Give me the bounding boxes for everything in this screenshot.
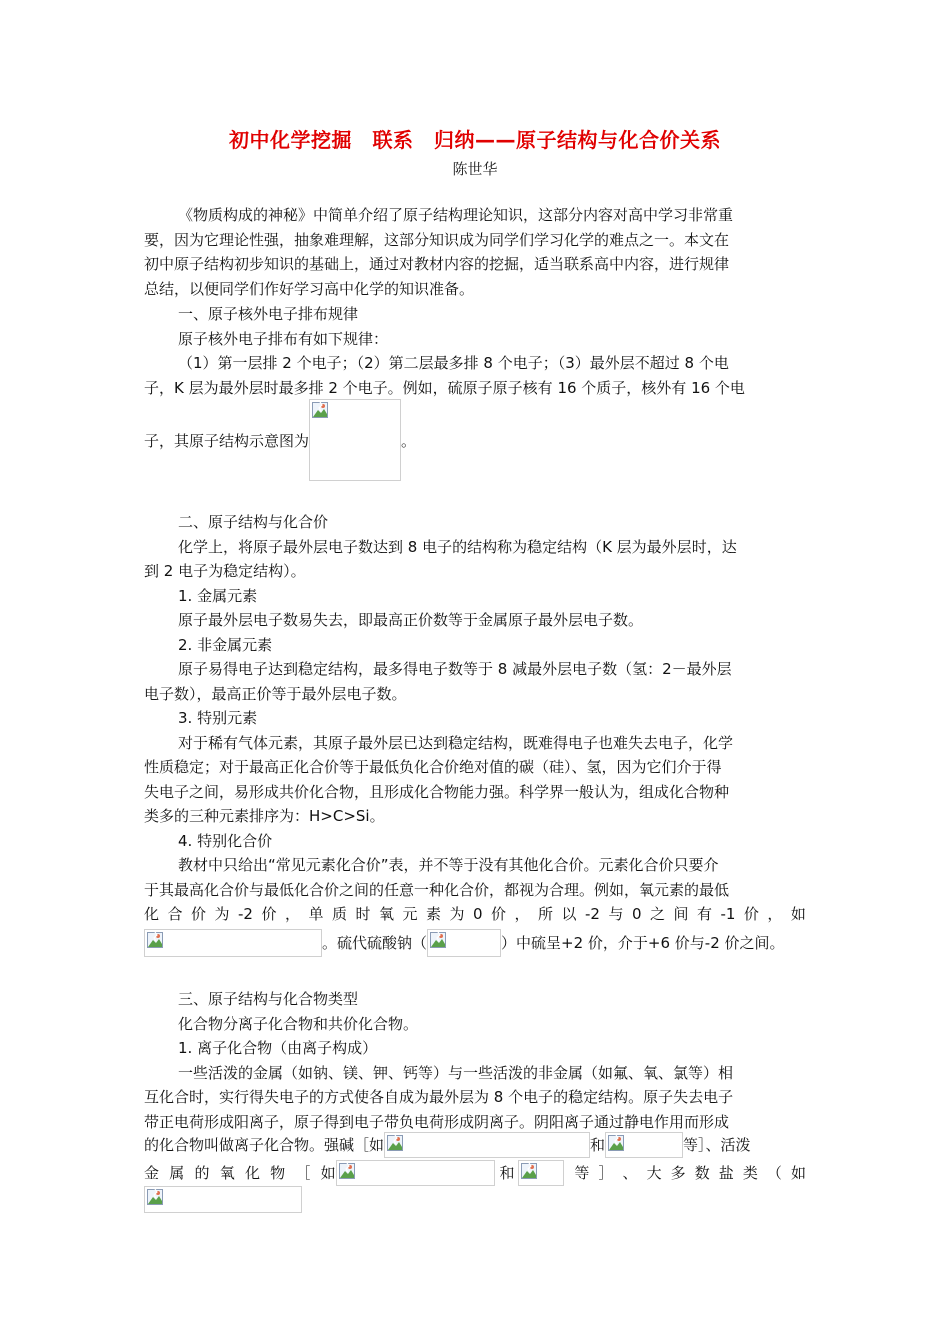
valence-line-3-token: -2 (238, 905, 253, 923)
broken-image-icon (430, 932, 446, 948)
section-3-lead: 化合物分离子化合物和共价化合物。 (178, 1014, 419, 1033)
special-line-1: 对于稀有气体元素，其原子最外层已达到稳定结构，既难得电子也难失去电子，化学 (178, 733, 734, 752)
valence-line-3-token: 间 (673, 905, 689, 923)
section-1-diagram-line (144, 399, 806, 481)
valence-line-3-token: 时 (355, 905, 371, 923)
valence-line-3-token: 价 (261, 905, 277, 923)
ionic-line-5c-token: 、 (622, 1163, 638, 1182)
valence-line-1: 教材中只给出“常见元素化合价”表，并不等于没有其他化合价。元素化合价只要介 (178, 856, 719, 874)
broken-image-icon (147, 1189, 163, 1205)
valence-line-3-token: 以 (561, 905, 577, 923)
section-1-lead: 原子核外电子排布有如下规律： (178, 329, 389, 348)
valence-line-3-token: 质 (331, 905, 347, 923)
metal-text: 原子最外层电子数易失去，即最高正价数等于金属原子最外层电子数。 (178, 611, 644, 629)
section-3-heading: 三、原子结构与化合物类型 (178, 990, 359, 1008)
valence-line-3-token: 化 (144, 905, 160, 923)
sulfur-atom-structure-image (309, 399, 401, 481)
ionic-line-5a-token: 的 (194, 1163, 210, 1182)
valence-line-4a: 。硫代硫酸钠（ (322, 933, 428, 952)
ionic-line-6 (144, 1186, 806, 1213)
oxygen-peroxide-formula-image (144, 929, 322, 957)
intro-line-4: 总结，以便同学们作好学习高中化学的知识准备。 (144, 279, 475, 298)
section-2-heading: 二、原子结构与化合价 (178, 513, 329, 531)
broken-image-icon (339, 1163, 355, 1179)
intro-paragraph (144, 203, 806, 301)
valence-heading: 4. 特别化合价 (178, 831, 273, 850)
valence-line-3-token: 价 (490, 905, 506, 923)
ionic-line-5a-token: 物 (270, 1163, 286, 1182)
intro-line-2: 要，因为它理论性强，抽象难理解，这部分知识成为同学们学习化学的难点之一。本文在 (144, 230, 730, 249)
ionic-line-5a-token: 属 (169, 1163, 185, 1182)
valence-line-3-token: 氧 (378, 905, 394, 923)
ionic-line-5a-token: 化 (244, 1163, 260, 1182)
ionic-line-5c (574, 1161, 806, 1186)
valence-line-3-token: 0 (631, 905, 642, 923)
salt-formula-image (144, 1186, 302, 1213)
broken-image-icon (608, 1135, 624, 1151)
valence-line-3-token: ， (514, 905, 530, 923)
valence-line-3-token: ， (284, 905, 300, 923)
valence-line-3-token: 为 (449, 905, 465, 923)
section-1-heading: 一、原子核外电子排布规律 (178, 305, 359, 323)
section-2 (144, 510, 806, 927)
ionic-line-5c-token: 多 (670, 1163, 686, 1182)
broken-image-icon (147, 932, 163, 948)
valence-line-3-token: 与 (608, 905, 624, 923)
metal-oxide-formula-image-2 (518, 1160, 564, 1186)
valence-line-3-token: 有 (696, 905, 712, 923)
ionic-line-4a: 的化合物叫做离子化合物。强碱［如 (144, 1135, 385, 1154)
special-heading: 3. 特别元素 (178, 709, 258, 727)
ionic-heading: 1. 离子化合物（由离子构成） (178, 1039, 378, 1057)
section-1 (144, 302, 806, 400)
valence-line-3-token: 合 (167, 905, 183, 923)
ionic-line-4b: 和 (590, 1135, 606, 1154)
strong-base-formula-image-2 (605, 1132, 683, 1158)
ionic-line-5c-token: ］ (598, 1163, 614, 1182)
ionic-line-5c-token: 如 (790, 1163, 806, 1182)
valence-line-2: 于其最高化合价与最低化合价之间的任意一种化合价，都视为合理。例如，氧元素的最低 (144, 880, 730, 899)
nonmetal-line-1: 原子易得电子达到稳定结构，最多得电子数等于 8 减最外层电子数（氢：2－最外层 (178, 660, 732, 678)
ionic-line-5c-token: （ (766, 1163, 782, 1182)
nonmetal-line-2: 电子数），最高正价等于最外层电子数。 (144, 684, 407, 703)
valence-line-3-token: 价 (191, 905, 207, 923)
metal-oxide-formula-image-1 (336, 1160, 496, 1186)
ionic-line-1: 一些活泼的金属（如钠、镁、钾、钙等）与一些活泼的非金属（如氟、氧、氯等）相 (178, 1063, 734, 1082)
special-line-3: 失电子之间，易形成共价化合物，且形成化合物能力强。科学界一般认为，组成化合物种 (144, 782, 730, 801)
document-title: 初中化学挖掘 联系 归纳——原子结构与化合价关系 (229, 128, 721, 152)
section-1-rules-line-3b: 。 (401, 431, 417, 450)
broken-image-icon (312, 402, 328, 418)
section-1-rules-line-3a: 子，其原子结构示意图为 (144, 431, 310, 450)
strong-base-formula-image-1 (384, 1132, 590, 1158)
valence-line-4 (144, 929, 806, 957)
valence-line-3-token: -1 (720, 905, 736, 923)
ionic-line-4 (144, 1132, 806, 1158)
ionic-line-5a-token: 金 (144, 1163, 160, 1182)
ionic-line-3: 带正电荷形成阳离子，原子得到电子带负电荷形成阴离子。阴阳离子通过静电作用而形成 (144, 1112, 730, 1131)
valence-line-3-token: -2 (584, 905, 600, 923)
valence-line-3-token: ， (767, 905, 783, 923)
ionic-line-5a-token: ［ (295, 1163, 311, 1182)
valence-line-3-token: 0 (472, 905, 483, 923)
valence-line-3-token: 单 (308, 905, 324, 923)
ionic-line-5b: 和 (499, 1163, 515, 1182)
metal-heading: 1. 金属元素 (178, 586, 258, 605)
intro-line-3: 初中原子结构初步知识的基础上，通过对教材内容的挖掘，适当联系高中内容，进行规律 (144, 255, 730, 273)
valence-line-3-token: 所 (537, 905, 553, 923)
broken-image-icon (387, 1135, 403, 1151)
nonmetal-heading: 2. 非金属元素 (178, 635, 273, 654)
intro-line-1: 《物质构成的神秘》中简单介绍了原子结构理论知识，这部分内容对高中学习非常重 (178, 206, 734, 224)
sodium-thiosulfate-formula-image (427, 929, 501, 957)
broken-image-icon (521, 1163, 537, 1179)
special-line-2: 性质稳定；对于最高正化合价等于最低负化合价绝对值的碳（硅）、氢，因为它们介于得 (144, 758, 722, 776)
ionic-line-2: 互化合时，实行得失电子的方式使各自成为最外层为 8 个电子的稳定结构。原子失去电子 (144, 1088, 734, 1106)
ionic-line-5a-token: 氧 (219, 1163, 235, 1182)
section-2-lead-line-1: 化学上，将原子最外层电子数达到 8 电子的结构称为稳定结构（K 层为最外层时，达 (178, 537, 737, 556)
ionic-line-4c: 等］、活泼 (683, 1135, 751, 1154)
ionic-line-5c-token: 盐 (718, 1163, 734, 1182)
valence-line-3-token: 元 (402, 905, 418, 923)
ionic-line-5c-token: 大 (646, 1163, 662, 1182)
ionic-line-5a-token: 如 (320, 1163, 336, 1182)
valence-line-3-token: 之 (649, 905, 665, 923)
ionic-line-5c-token: 等 (574, 1163, 590, 1182)
valence-line-3 (144, 902, 806, 927)
ionic-line-5c-token: 类 (742, 1163, 758, 1182)
valence-line-3-token: 为 (214, 905, 230, 923)
ionic-line-5 (144, 1160, 806, 1186)
valence-line-3-token: 价 (743, 905, 759, 923)
section-1-rules-line-2: 子，K 层为最外层时最多排 2 个电子。例如，硫原子原子核有 16 个质子，核外有 16 个电 (144, 378, 745, 397)
ionic-line-5c-token: 数 (694, 1163, 710, 1182)
section-2-lead-line-2: 到 2 电子为稳定结构）。 (144, 562, 306, 580)
document-author: 陈世华 (452, 160, 498, 178)
section-1-rules-line-1: （1）第一层排 2 个电子；（2）第二层最多排 8 个电子；（3）最外层不超过 8 个电 (178, 354, 729, 372)
ionic-line-5a (144, 1161, 336, 1186)
valence-line-4b: ）中硫呈+2 价，介于+6 价与-2 价之间。 (501, 933, 785, 952)
valence-line-3-token: 如 (790, 905, 806, 923)
special-line-4: 类多的三种元素排序为：H>C>Si。 (144, 807, 385, 825)
valence-line-3-token: 素 (425, 905, 441, 923)
section-3 (144, 987, 806, 1134)
